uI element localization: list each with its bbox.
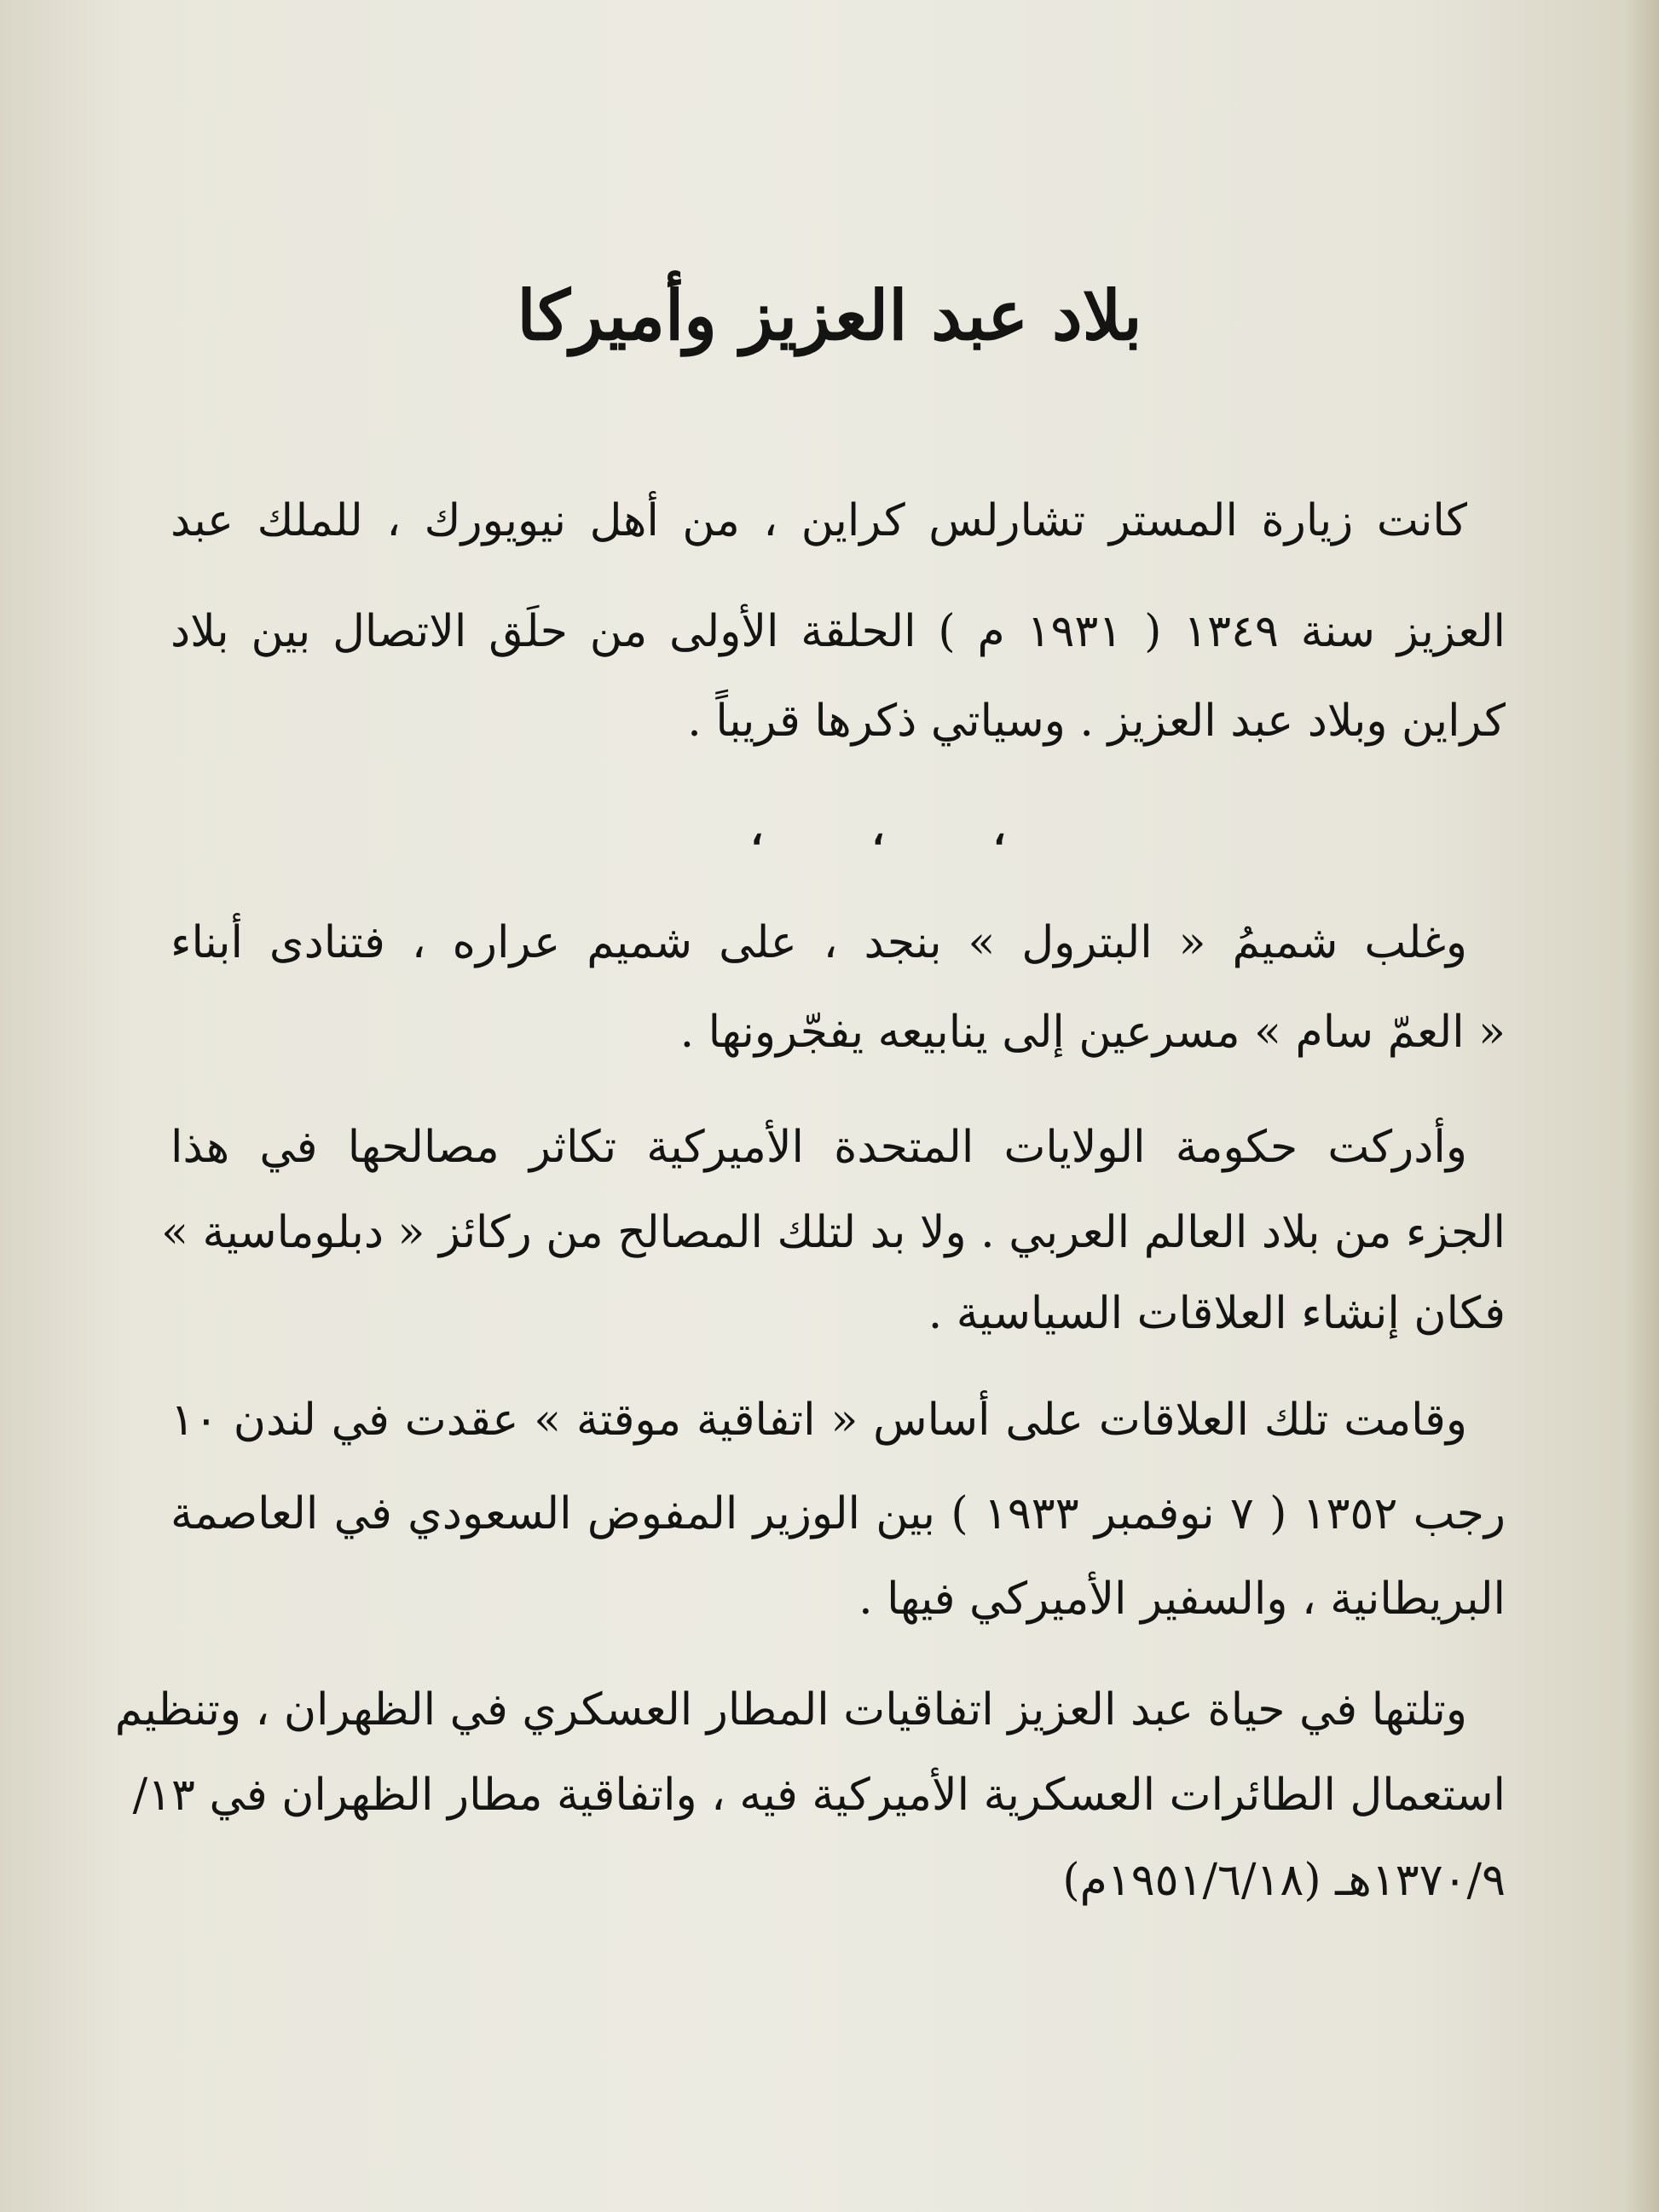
section-separator	[750, 806, 1006, 854]
paragraph-2-line-2: « العمّ سام » مسرعين إلى ينابيعه يفجّرونها .	[679, 1007, 1506, 1058]
paragraph-1-line-3: كراين وبلاد عبد العزيز . وسياتي ذكرها قريباً .	[687, 696, 1506, 747]
paragraph-1-line-1: كانت زيارة المستر تشارلس كراين ، من أهل نيويورك ، للملك عبد	[171, 495, 1467, 546]
paragraph-4-line-3: البريطانية ، والسفير الأميركي فيها .	[858, 1574, 1506, 1625]
page-title: بلاد عبد العزيز وأميركا	[517, 275, 1142, 355]
paragraph-4-line-1: وقامت تلك العلاقات على أساس « اتفاقية موقتة » عقدت في لندن ١٠	[171, 1395, 1467, 1446]
paragraph-5-line-2: استعمال الطائرات العسكرية الأميركية فيه ، واتفاقية مطار الظهران في ١٣/	[132, 1770, 1506, 1821]
separator-mark: ،	[992, 806, 1006, 854]
paragraph-3-line-2: الجزء من بلاد العالم العربي . ولا بد لتلك المصالح من ركائز « دبلوماسية »	[161, 1207, 1506, 1258]
separator-mark: ،	[871, 806, 885, 854]
paragraph-1-line-2: العزيز سنة ١٣٤٩ ( ١٩٣١ م ) الحلقة الأولى من حلَق الاتصال بين بلاد	[171, 606, 1506, 657]
separator-mark: ،	[750, 806, 764, 854]
paragraph-4-line-2: رجب ١٣٥٢ ( ٧ نوفمبر ١٩٣٣ ) بين الوزير المفوض السعودي في العاصمة	[171, 1488, 1506, 1539]
paragraph-5-line-3: ١٣٧٠/٩هـ (١٩٥١/٦/١٨م)	[1062, 1855, 1506, 1906]
paragraph-2-line-1: وغلب شميمُ « البترول » بنجد ، على شميم عراره ، فتنادى أبناء	[171, 917, 1467, 968]
paragraph-3-line-3: فكان إنشاء العلاقات السياسية .	[928, 1288, 1506, 1339]
paragraph-5-line-1: وتلتها في حياة عبد العزيز اتفاقيات المطار العسكري في الظهران ، وتنظيم	[114, 1684, 1467, 1736]
paragraph-3-line-1: وأدركت حكومة الولايات المتحدة الأميركية تكاثر مصالحها في هذا	[171, 1122, 1467, 1173]
